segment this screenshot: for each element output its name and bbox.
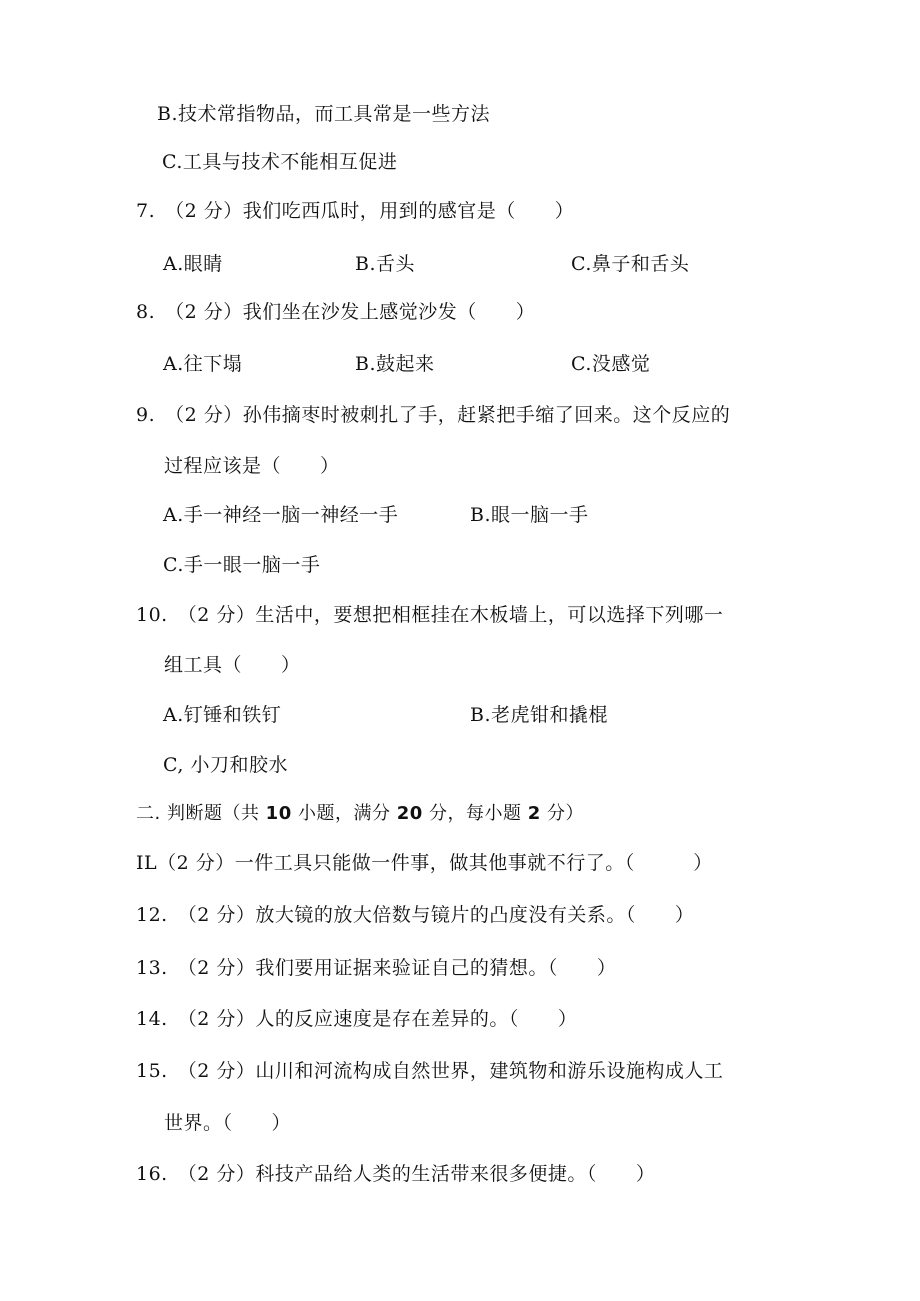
section-2-mid-1: 小题，满分 <box>291 803 397 824</box>
q6-option-b: B.技术常指物品，而工具常是一些方法 <box>157 103 491 125</box>
q6-option-c: C.工具与技术不能相互促进 <box>162 151 398 173</box>
section-2-mid-2: 分，每小题 <box>422 803 528 824</box>
section-2-each: 2 <box>527 803 541 824</box>
section-2-count: 10 <box>265 803 292 824</box>
q8-option-c: C.没感觉 <box>571 353 651 375</box>
q7-option-a: A.眼睛 <box>163 253 223 275</box>
q7-option-c: C.鼻子和舌头 <box>571 253 690 275</box>
q10-stem-line-2: 组工具（ ） <box>164 654 301 676</box>
q10-stem-line-1: 10. （2 分）生活中，要想把相框挂在木板墙上，可以选择下列哪一 <box>136 604 724 626</box>
q8-stem: 8. （2 分）我们坐在沙发上感觉沙发（ ） <box>136 301 536 323</box>
question-16: 16. （2 分）科技产品给人类的生活带来很多便捷。（ ） <box>136 1163 656 1185</box>
q8-option-a: A.往下塌 <box>163 353 243 375</box>
q8-option-b: B.鼓起来 <box>355 353 435 375</box>
q7-stem: 7. （2 分）我们吃西瓜时，用到的感官是（ ） <box>136 200 575 222</box>
question-14: 14. （2 分）人的反应速度是存在差异的。（ ） <box>136 1008 578 1030</box>
q9-option-b: B.眼一脑一手 <box>470 504 589 526</box>
q9-option-a: A.手一神经一脑一神经一手 <box>163 504 399 526</box>
q9-option-c: C.手一眼一脑一手 <box>163 554 321 576</box>
section-2-heading <box>136 802 584 826</box>
question-13: 13. （2 分）我们要用证据来验证自己的猜想。（ ） <box>136 957 617 979</box>
q10-option-c: C, 小刀和胶水 <box>163 754 288 776</box>
q9-stem-line-2: 过程应该是（ ） <box>164 455 340 477</box>
section-2-prefix: 二. 判断题（共 <box>136 803 266 824</box>
q15-stem-line-1: 15. （2 分）山川和河流构成自然世界，建筑物和游乐设施构成人工 <box>136 1060 724 1082</box>
q10-option-b: B.老虎钳和撬棍 <box>470 704 609 726</box>
section-2-total: 20 <box>396 803 423 824</box>
question-11: IL（2 分）一件工具只能做一件事，做其他事就不行了。（ ） <box>136 852 713 874</box>
question-12: 12. （2 分）放大镜的放大倍数与镜片的凸度没有关系。（ ） <box>136 904 695 926</box>
q7-option-b: B.舌头 <box>355 253 416 275</box>
q10-option-a: A.钉锤和铁钉 <box>163 704 282 726</box>
q15-stem-line-2: 世界。（ ） <box>164 1112 292 1134</box>
section-2-suffix: 分） <box>540 803 584 824</box>
q9-stem-line-1: 9. （2 分）孙伟摘枣时被刺扎了手，赶紧把手缩了回来。这个反应的 <box>136 404 731 426</box>
